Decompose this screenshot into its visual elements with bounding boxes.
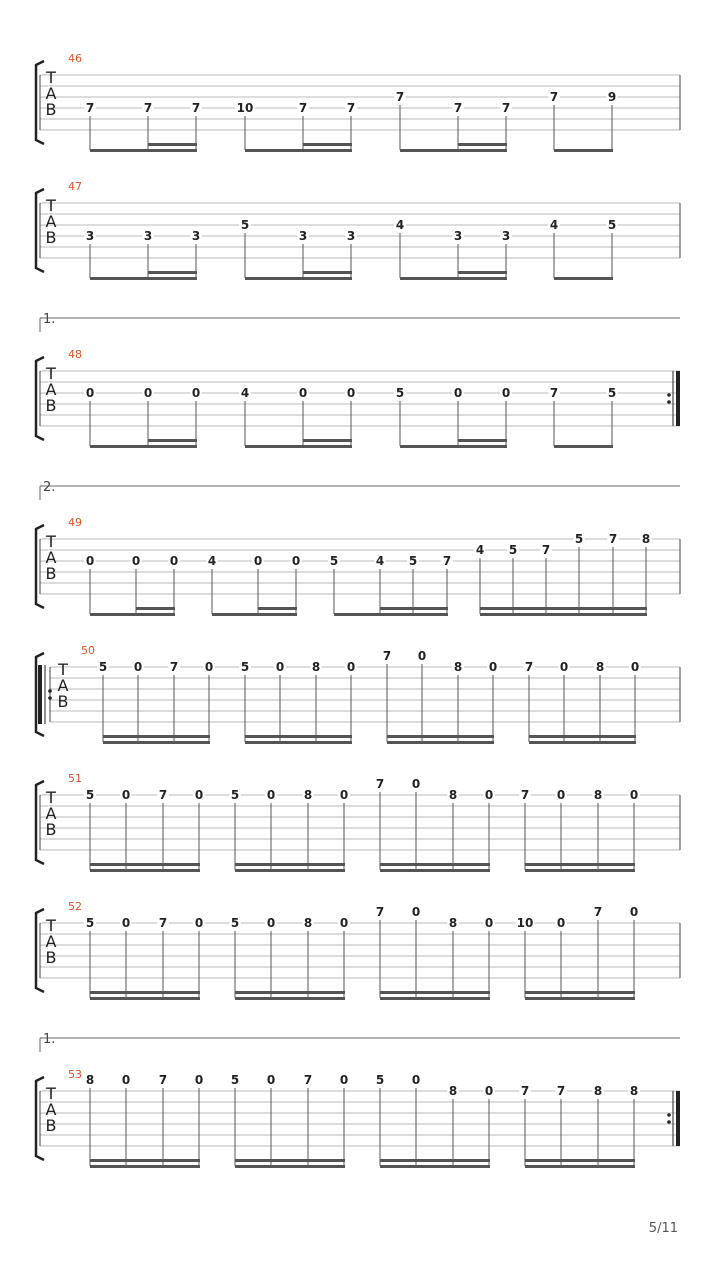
tab-clef-letter: T [46,68,56,87]
volta-label: 1. [43,1032,56,1047]
tab-clef-letter: T [58,660,68,679]
secondary-beam [148,271,197,274]
measure-number: 48 [68,348,82,361]
fret-number: 7 [501,101,511,115]
fret-number: 7 [520,788,530,802]
fret-number: 5 [329,554,339,568]
fret-number: 0 [133,660,143,674]
secondary-beam [525,863,635,866]
fret-number: 7 [158,788,168,802]
fret-number: 5 [240,660,250,674]
beam [380,1165,490,1168]
fret-number: 3 [298,229,308,243]
fret-number: 0 [191,386,201,400]
fret-number: 8 [453,660,463,674]
fret-number: 9 [607,90,617,104]
fret-number: 8 [303,788,313,802]
fret-number: 7 [303,1073,313,1087]
beam [245,149,352,152]
fret-number: 0 [484,1084,494,1098]
tab-clef-letter: B [45,820,57,839]
secondary-beam [458,271,507,274]
secondary-beam [303,271,352,274]
fret-number: 10 [516,916,534,930]
beam [245,277,352,280]
secondary-beam [258,607,297,610]
measure-number: 47 [68,180,82,193]
fret-number: 8 [311,660,321,674]
fret-number: 5 [240,218,250,232]
tab-clef-letter: A [45,1100,57,1119]
fret-number: 8 [593,788,603,802]
beam [525,869,635,872]
secondary-beam [148,439,197,442]
fret-number: 7 [85,101,95,115]
beam [380,869,490,872]
fret-number: 7 [143,101,153,115]
fret-number: 3 [346,229,356,243]
tab-clef-letter: B [45,1116,57,1135]
fret-number: 0 [411,1073,421,1087]
repeat-dot [48,696,52,700]
tab-clef-letter: T [46,364,56,383]
fret-number: 0 [298,386,308,400]
secondary-beam [90,991,200,994]
beam [245,741,352,744]
fret-number: 8 [448,916,458,930]
beam [235,869,345,872]
fret-number: 0 [501,386,511,400]
beam [554,149,613,152]
fret-number: 0 [339,1073,349,1087]
fret-number: 8 [303,916,313,930]
beam [90,445,197,448]
tab-clef-letter: A [45,932,57,951]
beam [90,997,200,1000]
tab-clef-letter: B [45,948,57,967]
tab-clef-letter: T [46,916,56,935]
beam [90,277,197,280]
fret-number: 4 [475,543,485,557]
fret-number: 0 [556,788,566,802]
fret-number: 7 [593,905,603,919]
secondary-beam [380,1159,490,1162]
beam [245,445,352,448]
measure-number: 50 [81,644,95,657]
fret-number: 7 [375,905,385,919]
tab-clef-letter: T [46,532,56,551]
fret-number: 7 [541,543,551,557]
fret-number: 0 [121,1073,131,1087]
tab-clef-letter: A [57,676,69,695]
fret-number: 3 [143,229,153,243]
fret-number: 8 [448,1084,458,1098]
fret-number: 4 [375,554,385,568]
beam [400,277,507,280]
fret-number: 7 [191,101,201,115]
fret-number: 5 [574,532,584,546]
fret-number: 4 [395,218,405,232]
fret-number: 5 [85,916,95,930]
tab-clef-letter: B [45,228,57,247]
fret-number: 0 [275,660,285,674]
tab-clef-letter: T [46,788,56,807]
secondary-beam [387,735,494,738]
fret-number: 0 [484,916,494,930]
fret-number: 0 [266,916,276,930]
secondary-beam [525,991,635,994]
fret-number: 7 [549,90,559,104]
secondary-beam [529,735,636,738]
fret-number: 5 [230,788,240,802]
tab-clef-letter: A [45,212,57,231]
beam [380,997,490,1000]
beam [103,741,210,744]
fret-number: 5 [408,554,418,568]
fret-number: 8 [641,532,651,546]
beam [90,869,200,872]
tab-clef-letter: A [45,84,57,103]
fret-number: 0 [629,905,639,919]
beam [334,613,448,616]
beam [480,613,647,616]
fret-number: 0 [346,386,356,400]
fret-number: 0 [194,788,204,802]
repeat-dot [667,1120,671,1124]
fret-number: 0 [85,386,95,400]
fret-number: 3 [453,229,463,243]
secondary-beam [458,439,507,442]
fret-number: 0 [411,777,421,791]
fret-number: 7 [442,554,452,568]
tab-clef-letter: A [45,804,57,823]
secondary-beam [235,863,345,866]
fret-number: 0 [131,554,141,568]
secondary-beam [480,607,647,610]
fret-number: 7 [520,1084,530,1098]
fret-number: 0 [194,916,204,930]
measure-number: 51 [68,772,82,785]
fret-number: 8 [593,1084,603,1098]
fret-number: 7 [556,1084,566,1098]
fret-number: 0 [143,386,153,400]
tab-clef-letter: A [45,548,57,567]
fret-number: 0 [346,660,356,674]
tab-clef-letter: B [45,396,57,415]
fret-number: 4 [549,218,559,232]
secondary-beam [525,1159,635,1162]
fret-number: 0 [417,649,427,663]
measure-number: 52 [68,900,82,913]
volta-label: 2. [43,480,56,495]
measure-number: 53 [68,1068,82,1081]
fret-number: 8 [448,788,458,802]
fret-number: 7 [169,660,179,674]
fret-number: 4 [240,386,250,400]
fret-number: 0 [253,554,263,568]
fret-number: 0 [559,660,569,674]
fret-number: 5 [375,1073,385,1087]
repeat-end-thick-bar [676,371,680,426]
fret-number: 8 [85,1073,95,1087]
fret-number: 7 [375,777,385,791]
beam [90,149,197,152]
fret-number: 7 [549,386,559,400]
beam [400,149,507,152]
fret-number: 7 [298,101,308,115]
fret-number: 7 [395,90,405,104]
secondary-beam [90,863,200,866]
fret-number: 5 [230,1073,240,1087]
fret-number: 3 [501,229,511,243]
tab-clef-letter: B [45,564,57,583]
fret-number: 0 [629,788,639,802]
fret-number: 7 [524,660,534,674]
fret-number: 0 [411,905,421,919]
fret-number: 0 [204,660,214,674]
fret-number: 5 [607,386,617,400]
beam [400,445,507,448]
secondary-beam [380,991,490,994]
fret-number: 0 [85,554,95,568]
beam [387,741,494,744]
repeat-dot [667,393,671,397]
repeat-dot [667,1113,671,1117]
fret-number: 7 [158,916,168,930]
beam [235,1165,345,1168]
fret-number: 5 [395,386,405,400]
tab-clef-letter: B [45,100,57,119]
beam [554,445,613,448]
tab-clef-letter: B [57,692,69,711]
fret-number: 5 [85,788,95,802]
beam [90,1165,200,1168]
fret-number: 3 [191,229,201,243]
fret-number: 7 [346,101,356,115]
fret-number: 5 [230,916,240,930]
page-number: 5/11 [648,1221,678,1236]
repeat-end-thick-bar [676,1091,680,1146]
secondary-beam [303,143,352,146]
fret-number: 0 [169,554,179,568]
tab-clef-letter: T [46,196,56,215]
repeat-dot [48,689,52,693]
fret-number: 8 [595,660,605,674]
measure-number: 49 [68,516,82,529]
fret-number: 0 [484,788,494,802]
fret-number: 0 [556,916,566,930]
beam [525,997,635,1000]
fret-number: 7 [453,101,463,115]
tab-clef-letter: T [46,1084,56,1103]
fret-number: 0 [121,916,131,930]
secondary-beam [90,1159,200,1162]
fret-number: 7 [158,1073,168,1087]
fret-number: 4 [207,554,217,568]
secondary-beam [235,991,345,994]
fret-number: 0 [339,916,349,930]
secondary-beam [245,735,352,738]
measure-number: 46 [68,52,82,65]
beam [235,997,345,1000]
beam [525,1165,635,1168]
fret-number: 0 [194,1073,204,1087]
beam [529,741,636,744]
fret-number: 0 [630,660,640,674]
fret-number: 0 [266,1073,276,1087]
secondary-beam [136,607,175,610]
fret-number: 3 [85,229,95,243]
volta-label: 1. [43,312,56,327]
fret-number: 8 [629,1084,639,1098]
beam [212,613,297,616]
secondary-beam [380,607,448,610]
secondary-beam [458,143,507,146]
fret-number: 0 [266,788,276,802]
fret-number: 5 [98,660,108,674]
fret-number: 0 [121,788,131,802]
fret-number: 0 [453,386,463,400]
fret-number: 0 [339,788,349,802]
fret-number: 0 [291,554,301,568]
fret-number: 5 [607,218,617,232]
beam [90,613,175,616]
fret-number: 7 [382,649,392,663]
secondary-beam [103,735,210,738]
fret-number: 7 [608,532,618,546]
secondary-beam [303,439,352,442]
tab-clef-letter: A [45,380,57,399]
fret-number: 0 [488,660,498,674]
fret-number: 10 [236,101,254,115]
repeat-start-thick-bar [38,665,42,724]
secondary-beam [380,863,490,866]
secondary-beam [148,143,197,146]
repeat-dot [667,400,671,404]
fret-number: 5 [508,543,518,557]
beam [554,277,613,280]
secondary-beam [235,1159,345,1162]
